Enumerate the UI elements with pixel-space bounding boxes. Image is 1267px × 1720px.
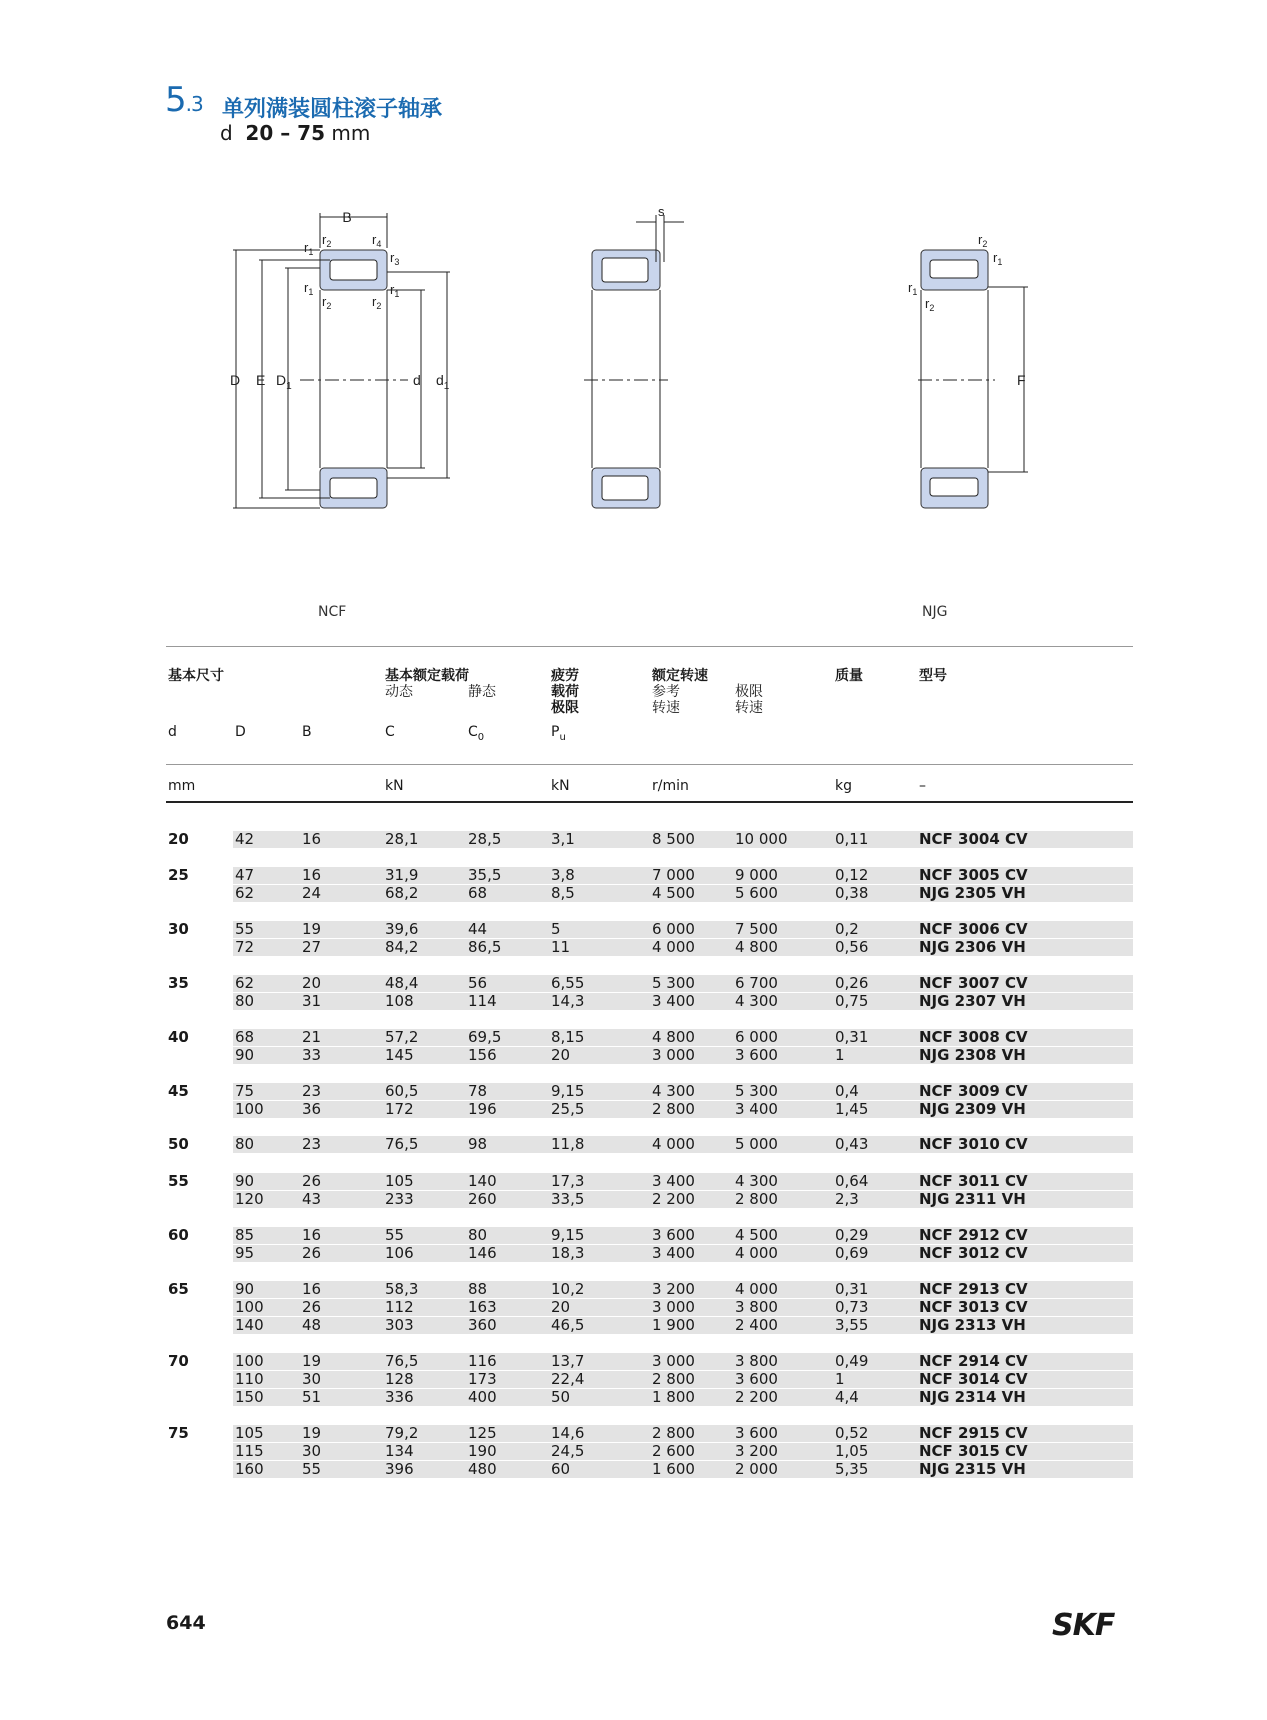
table-cell: 3 200 [652, 1280, 695, 1298]
table-cell: 5 000 [735, 1135, 778, 1153]
table-cell: 112 [385, 1298, 414, 1316]
bore-diameter-cell: 25 [168, 866, 189, 884]
table-cell: 2 800 [652, 1424, 695, 1442]
table-cell: 55 [385, 1226, 405, 1244]
table-cell: 78 [468, 1082, 488, 1100]
svg-text:r4: $r_4$ [372, 232, 382, 249]
table-cell: 68,2 [385, 884, 419, 902]
table-cell: 105 [235, 1424, 264, 1442]
ncf-drawing [233, 213, 450, 508]
table-cell: 106 [385, 1244, 414, 1262]
table-cell: 0,31 [835, 1280, 869, 1298]
svg-text:r2: $r_2$ [372, 294, 382, 311]
table-cell: 233 [385, 1190, 414, 1208]
header-mass: 质量 [835, 668, 863, 684]
bore-diameter-cell: 45 [168, 1082, 189, 1100]
figure-label-njg: NJG [922, 604, 948, 620]
table-cell: 3,55 [835, 1316, 869, 1334]
svg-text:B: B [342, 209, 352, 225]
svg-text:r2: $r_2$ [925, 296, 935, 313]
table-cell: 2 800 [735, 1190, 778, 1208]
table-cell: 100 [235, 1298, 264, 1316]
table-cell: 3 000 [652, 1352, 695, 1370]
svg-text:r1: $r_1$ [390, 282, 400, 299]
table-cell: 88 [468, 1280, 488, 1298]
table-cell: 1 800 [652, 1388, 695, 1406]
table-cell: 0,26 [835, 974, 869, 992]
svg-text:r1: $r_1$ [304, 240, 314, 257]
table-cell: 4 800 [735, 938, 778, 956]
header-col-C: C [385, 724, 395, 740]
table-cell: 14,3 [551, 992, 585, 1010]
table-cell: 62 [235, 884, 255, 902]
table-cell: 0,64 [835, 1172, 869, 1190]
header-col-Pu: $P_u$ [551, 724, 566, 743]
table-cell: 125 [468, 1424, 497, 1442]
table-cell: 396 [385, 1460, 414, 1478]
table-cell: 2 800 [652, 1100, 695, 1118]
svg-text:r3: $r_3$ [390, 250, 400, 267]
njg-drawing [918, 250, 1028, 508]
bore-diameter-cell: 65 [168, 1280, 189, 1298]
table-cell: 0,31 [835, 1028, 869, 1046]
table-cell: 27 [302, 938, 322, 956]
table-cell: 26 [302, 1172, 322, 1190]
designation-cell: NJG 2308 VH [919, 1046, 1026, 1064]
table-cell: 1 [835, 1046, 845, 1064]
table-cell: 31,9 [385, 866, 419, 884]
ncf-labels [230, 209, 450, 392]
table-cell: 5 300 [652, 974, 695, 992]
table-cell: 2 200 [652, 1190, 695, 1208]
section-number: 5.3 [165, 80, 203, 120]
header-col-D: D [235, 724, 246, 740]
designation-cell: NCF 3012 CV [919, 1244, 1028, 1262]
header-bottom-rule [166, 801, 1133, 803]
table-cell: 2 200 [735, 1388, 778, 1406]
table-cell: 1,05 [835, 1442, 869, 1460]
table-cell: 55 [302, 1460, 322, 1478]
s-label: s [658, 204, 665, 219]
designation-cell: NCF 2913 CV [919, 1280, 1028, 1298]
designation-cell: NCF 3014 CV [919, 1370, 1028, 1388]
header-fatigue-3: 极限 [551, 700, 579, 716]
table-cell: 16 [302, 866, 322, 884]
unit-dash: – [919, 778, 926, 794]
table-cell: 9 000 [735, 866, 778, 884]
table-cell: 0,73 [835, 1298, 869, 1316]
table-cell: 3 400 [735, 1100, 778, 1118]
designation-cell: NCF 3011 CV [919, 1172, 1028, 1190]
section-range: d 20 – 75 mm [220, 121, 371, 145]
table-cell: 2 600 [652, 1442, 695, 1460]
unit-kn-load: kN [385, 778, 404, 794]
table-cell: 6 700 [735, 974, 778, 992]
table-cell: 4,4 [835, 1388, 859, 1406]
table-cell: 3 600 [652, 1226, 695, 1244]
table-cell: 2 400 [735, 1316, 778, 1334]
table-cell: 56 [468, 974, 488, 992]
section-title: 单列满装圆柱滚子轴承 [222, 97, 443, 122]
header-dynamic: 动态 [385, 684, 413, 700]
skf-logo: SKF [1052, 1608, 1115, 1643]
table-cell: 16 [302, 1226, 322, 1244]
table-cell: 1 [835, 1370, 845, 1388]
table-cell: 33,5 [551, 1190, 585, 1208]
table-cell: 0,2 [835, 920, 859, 938]
table-cell: 0,29 [835, 1226, 869, 1244]
table-cell: 5 600 [735, 884, 778, 902]
table-cell: 260 [468, 1190, 497, 1208]
table-cell: 72 [235, 938, 255, 956]
table-cell: 4 000 [735, 1244, 778, 1262]
header-fatigue-1: 疲劳 [551, 668, 579, 684]
table-cell: 30 [302, 1370, 322, 1388]
header-static: 静态 [468, 684, 496, 700]
svg-text:r1: $r_1$ [993, 250, 1003, 267]
header-fatigue-2: 载荷 [551, 684, 579, 700]
svg-text:d1: $d_1$ [436, 372, 450, 392]
table-cell: 6 000 [735, 1028, 778, 1046]
table-cell: 68 [235, 1028, 255, 1046]
table-cell: 16 [302, 1280, 322, 1298]
bore-diameter-cell: 70 [168, 1352, 189, 1370]
middle-drawing [584, 215, 684, 508]
svg-text:D1: $D_1$ [276, 372, 292, 392]
table-cell: 140 [235, 1316, 264, 1334]
header-col-C0: $C_0$ [468, 724, 485, 743]
svg-text:D: D [230, 372, 241, 388]
designation-cell: NJG 2311 VH [919, 1190, 1026, 1208]
designation-cell: NJG 2306 VH [919, 938, 1026, 956]
table-cell: 95 [235, 1244, 255, 1262]
svg-text:r2: $r_2$ [322, 232, 332, 249]
table-cell: 173 [468, 1370, 497, 1388]
table-cell: 3 000 [652, 1298, 695, 1316]
table-cell: 4 500 [735, 1226, 778, 1244]
bore-diameter-cell: 55 [168, 1172, 189, 1190]
table-cell: 43 [302, 1190, 322, 1208]
table-cell: 28,1 [385, 830, 419, 848]
svg-text:d: d [413, 372, 421, 388]
table-cell: 4 000 [735, 1280, 778, 1298]
designation-cell: NCF 3008 CV [919, 1028, 1028, 1046]
table-cell: 196 [468, 1100, 497, 1118]
table-cell: 0,4 [835, 1082, 859, 1100]
table-cell: 360 [468, 1316, 497, 1334]
table-cell: 60 [551, 1460, 571, 1478]
svg-text:r2: $r_2$ [322, 294, 332, 311]
table-cell: 4 800 [652, 1028, 695, 1046]
svg-text:r1: $r_1$ [304, 280, 314, 297]
table-cell: 19 [302, 920, 322, 938]
table-cell: 128 [385, 1370, 414, 1388]
figure-label-ncf: NCF [318, 604, 347, 620]
table-cell: 4 000 [652, 938, 695, 956]
page-number: 644 [166, 1612, 206, 1634]
table-cell: 116 [468, 1352, 497, 1370]
table-cell: 80 [235, 992, 255, 1010]
table-cell: 100 [235, 1352, 264, 1370]
header-basic-dimensions: 基本尺寸 [168, 668, 224, 684]
table-cell: 0,43 [835, 1135, 869, 1153]
table-cell: 17,3 [551, 1172, 585, 1190]
table-cell: 8,5 [551, 884, 575, 902]
designation-cell: NCF 3007 CV [919, 974, 1028, 992]
designation-cell: NCF 2914 CV [919, 1352, 1028, 1370]
table-cell: 400 [468, 1388, 497, 1406]
table-cell: 46,5 [551, 1316, 585, 1334]
table-cell: 90 [235, 1280, 255, 1298]
header-load-ratings: 基本额定载荷 [385, 668, 469, 684]
header-col-d: d [168, 724, 177, 740]
table-cell: 60,5 [385, 1082, 419, 1100]
table-cell: 3 600 [735, 1424, 778, 1442]
table-cell: 3 400 [652, 1172, 695, 1190]
designation-cell: NCF 3015 CV [919, 1442, 1028, 1460]
table-cell: 6 000 [652, 920, 695, 938]
table-cell: 145 [385, 1046, 414, 1064]
bore-diameter-cell: 30 [168, 920, 189, 938]
table-cell: 336 [385, 1388, 414, 1406]
table-cell: 24 [302, 884, 322, 902]
table-cell: 3 800 [735, 1352, 778, 1370]
table-cell: 108 [385, 992, 414, 1010]
svg-text:r2: $r_2$ [978, 232, 988, 249]
header-limit-2: 转速 [735, 700, 763, 716]
table-cell: 35,5 [468, 866, 502, 884]
header-ref-1: 参考 [652, 684, 680, 700]
table-cell: 0,38 [835, 884, 869, 902]
designation-cell: NJG 2307 VH [919, 992, 1026, 1010]
table-cell: 156 [468, 1046, 497, 1064]
designation-cell: NCF 3013 CV [919, 1298, 1028, 1316]
table-cell: 120 [235, 1190, 264, 1208]
table-cell: 110 [235, 1370, 264, 1388]
table-cell: 3 600 [735, 1370, 778, 1388]
table-cell: 20 [551, 1046, 571, 1064]
table-cell: 7 000 [652, 866, 695, 884]
table-cell: 3,8 [551, 866, 575, 884]
header-unit-rule [166, 764, 1133, 765]
table-cell: 47 [235, 866, 255, 884]
header-limit-1: 极限 [735, 684, 763, 700]
designation-cell: NCF 3006 CV [919, 920, 1028, 938]
table-cell: 0,12 [835, 866, 869, 884]
table-cell: 5 [551, 920, 561, 938]
table-cell: 3 600 [735, 1046, 778, 1064]
bearing-drawings [0, 0, 1267, 620]
table-cell: 134 [385, 1442, 414, 1460]
unit-mm: mm [168, 778, 196, 794]
table-cell: 42 [235, 830, 255, 848]
table-cell: 11,8 [551, 1135, 585, 1153]
table-cell: 3 400 [652, 1244, 695, 1262]
designation-cell: NCF 3009 CV [919, 1082, 1028, 1100]
table-cell: 55 [235, 920, 255, 938]
table-cell: 68 [468, 884, 488, 902]
table-cell: 62 [235, 974, 255, 992]
table-cell: 22,4 [551, 1370, 585, 1388]
bore-diameter-cell: 50 [168, 1135, 189, 1153]
table-cell: 86,5 [468, 938, 502, 956]
header-speed: 额定转速 [652, 668, 708, 684]
table-cell: 76,5 [385, 1135, 419, 1153]
table-cell: 16 [302, 830, 322, 848]
table-cell: 20 [302, 974, 322, 992]
table-cell: 146 [468, 1244, 497, 1262]
table-cell: 3 800 [735, 1298, 778, 1316]
table-cell: 21 [302, 1028, 322, 1046]
table-cell: 140 [468, 1172, 497, 1190]
table-cell: 69,5 [468, 1028, 502, 1046]
designation-cell: NCF 3010 CV [919, 1135, 1028, 1153]
table-cell: 3 000 [652, 1046, 695, 1064]
bore-diameter-cell: 60 [168, 1226, 189, 1244]
table-cell: 85 [235, 1226, 255, 1244]
table-cell: 5,35 [835, 1460, 869, 1478]
table-cell: 57,2 [385, 1028, 419, 1046]
table-cell: 14,6 [551, 1424, 585, 1442]
table-cell: 100 [235, 1100, 264, 1118]
table-cell: 51 [302, 1388, 322, 1406]
header-ref-2: 转速 [652, 700, 680, 716]
table-cell: 30 [302, 1442, 322, 1460]
unit-kg: kg [835, 778, 852, 794]
table-cell: 0,11 [835, 830, 869, 848]
table-cell: 5 300 [735, 1082, 778, 1100]
table-cell: 6,55 [551, 974, 585, 992]
table-cell: 2 800 [652, 1370, 695, 1388]
table-cell: 3,1 [551, 830, 575, 848]
table-cell: 163 [468, 1298, 497, 1316]
table-cell: 58,3 [385, 1280, 419, 1298]
designation-cell: NJG 2305 VH [919, 884, 1026, 902]
table-cell: 0,75 [835, 992, 869, 1010]
designation-cell: NJG 2313 VH [919, 1316, 1026, 1334]
header-col-B: B [302, 724, 312, 740]
designation-cell: NCF 3005 CV [919, 866, 1028, 884]
table-cell: 0,56 [835, 938, 869, 956]
svg-text:r1: $r_1$ [908, 280, 918, 297]
table-cell: 1,45 [835, 1100, 869, 1118]
table-cell: 76,5 [385, 1352, 419, 1370]
table-cell: 23 [302, 1135, 322, 1153]
bore-diameter-cell: 40 [168, 1028, 189, 1046]
table-cell: 150 [235, 1388, 264, 1406]
header-designation: 型号 [919, 668, 947, 684]
table-cell: 3 400 [652, 992, 695, 1010]
table-cell: 172 [385, 1100, 414, 1118]
table-cell: 39,6 [385, 920, 419, 938]
designation-cell: NJG 2315 VH [919, 1460, 1026, 1478]
table-cell: 44 [468, 920, 488, 938]
bore-diameter-cell: 20 [168, 830, 189, 848]
table-cell: 1 900 [652, 1316, 695, 1334]
bore-diameter-cell: 75 [168, 1424, 189, 1442]
table-cell: 1 600 [652, 1460, 695, 1478]
table-cell: 8,15 [551, 1028, 585, 1046]
table-cell: 48 [302, 1316, 322, 1334]
table-cell: 90 [235, 1046, 255, 1064]
table-cell: 31 [302, 992, 322, 1010]
table-cell: 33 [302, 1046, 322, 1064]
table-cell: 160 [235, 1460, 264, 1478]
table-cell: 26 [302, 1244, 322, 1262]
table-cell: 3 200 [735, 1442, 778, 1460]
table-cell: 10 000 [735, 830, 788, 848]
table-cell: 25,5 [551, 1100, 585, 1118]
table-cell: 4 300 [735, 1172, 778, 1190]
table-cell: 48,4 [385, 974, 419, 992]
table-cell: 28,5 [468, 830, 502, 848]
table-cell: 115 [235, 1442, 264, 1460]
table-cell: 0,69 [835, 1244, 869, 1262]
designation-cell: NCF 3004 CV [919, 830, 1028, 848]
table-cell: 0,49 [835, 1352, 869, 1370]
table-cell: 80 [235, 1135, 255, 1153]
table-cell: 23 [302, 1082, 322, 1100]
table-cell: 84,2 [385, 938, 419, 956]
table-cell: 4 000 [652, 1135, 695, 1153]
table-cell: 79,2 [385, 1424, 419, 1442]
table-cell: 0,52 [835, 1424, 869, 1442]
svg-text:E: E [256, 372, 266, 388]
table-cell: 4 300 [735, 992, 778, 1010]
table-cell: 2 000 [735, 1460, 778, 1478]
svg-text:F: F [1017, 372, 1026, 388]
table-cell: 7 500 [735, 920, 778, 938]
unit-rmin: r/min [652, 778, 689, 794]
unit-kn-fatigue: kN [551, 778, 570, 794]
table-cell: 50 [551, 1388, 571, 1406]
table-cell: 4 300 [652, 1082, 695, 1100]
designation-cell: NCF 2915 CV [919, 1424, 1028, 1442]
table-cell: 75 [235, 1082, 255, 1100]
table-cell: 19 [302, 1424, 322, 1442]
designation-cell: NJG 2314 VH [919, 1388, 1026, 1406]
table-cell: 9,15 [551, 1082, 585, 1100]
designation-cell: NJG 2309 VH [919, 1100, 1026, 1118]
table-cell: 8 500 [652, 830, 695, 848]
table-cell: 80 [468, 1226, 488, 1244]
table-cell: 190 [468, 1442, 497, 1460]
table-cell: 2,3 [835, 1190, 859, 1208]
table-cell: 24,5 [551, 1442, 585, 1460]
table-cell: 90 [235, 1172, 255, 1190]
table-cell: 303 [385, 1316, 414, 1334]
table-top-rule [166, 646, 1133, 647]
table-cell: 19 [302, 1352, 322, 1370]
table-cell: 20 [551, 1298, 571, 1316]
table-cell: 480 [468, 1460, 497, 1478]
table-cell: 98 [468, 1135, 488, 1153]
bore-diameter-cell: 35 [168, 974, 189, 992]
table-cell: 10,2 [551, 1280, 585, 1298]
table-cell: 4 500 [652, 884, 695, 902]
table-cell: 13,7 [551, 1352, 585, 1370]
table-cell: 114 [468, 992, 497, 1010]
table-cell: 36 [302, 1100, 322, 1118]
table-cell: 105 [385, 1172, 414, 1190]
table-cell: 26 [302, 1298, 322, 1316]
designation-cell: NCF 2912 CV [919, 1226, 1028, 1244]
table-cell: 18,3 [551, 1244, 585, 1262]
table-cell: 11 [551, 938, 571, 956]
table-cell: 9,15 [551, 1226, 585, 1244]
